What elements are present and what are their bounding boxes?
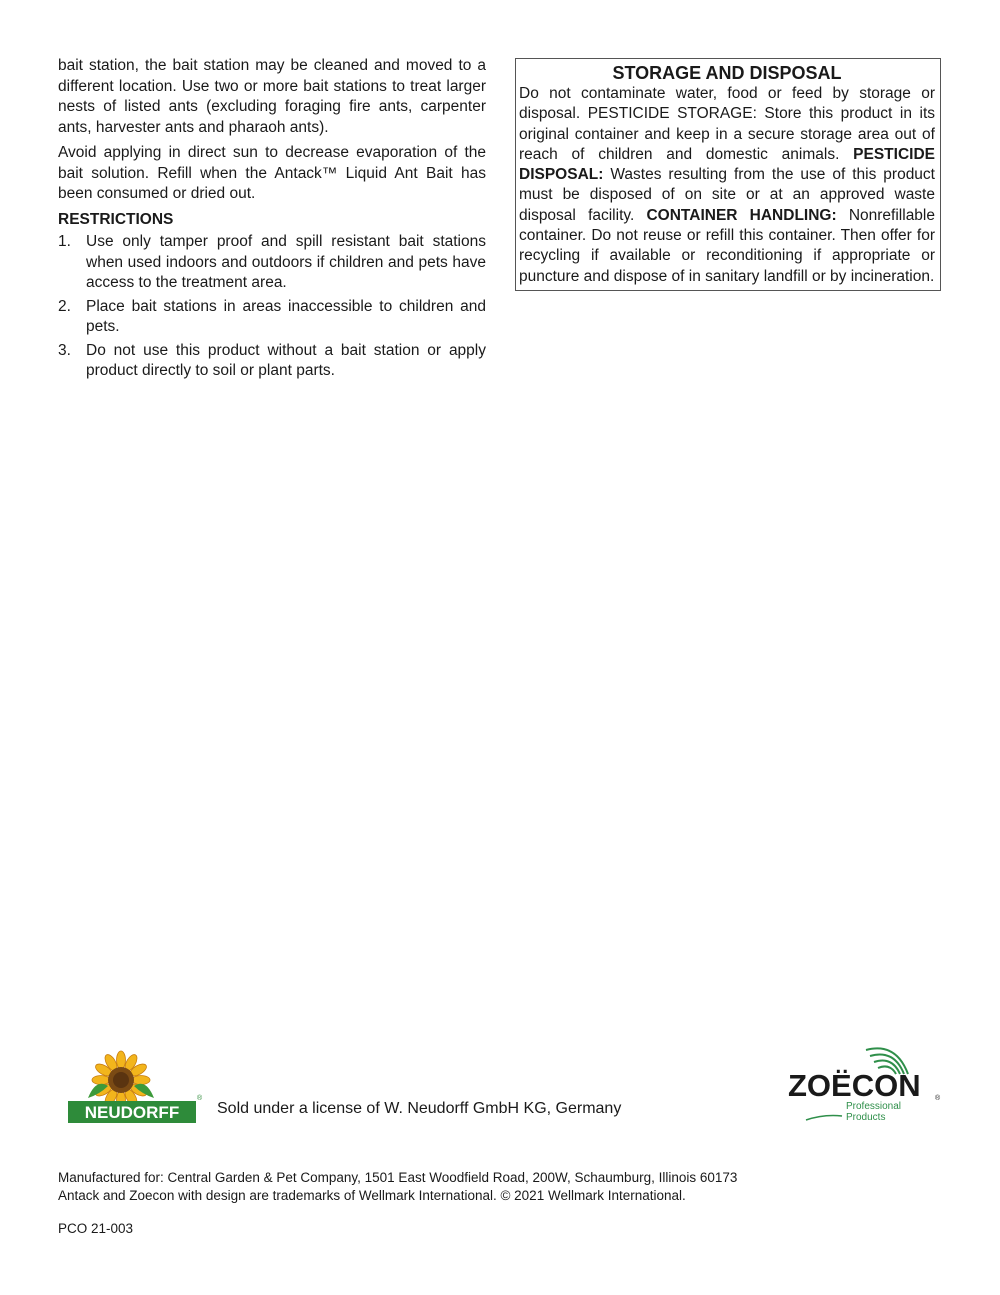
- neudorff-logo: [66, 1048, 203, 1126]
- restrictions-list: [58, 232, 486, 382]
- trademark-line: Antack and Zoecon with design are trademarks of Wellmark International. © 2021 Wellmark International.: [58, 1188, 686, 1203]
- directions-paragraph-1: bait station, the bait station may be cleaned and moved to a different location. Use two or more bait stations to treat larger nests of listed ants (excluding foraging fire ants, carpenter ants, harvester ants and pharaoh ants).: [58, 57, 486, 136]
- container-text: Nonrefillable container. Do not reuse or refill this container. Then offer for recycling if available or reconditioning if appropriate or puncture and dispose of in sanitary landfill or by incineration.: [519, 206, 935, 285]
- directions-paragraph-2: Avoid applying in direct sun to decrease evaporation of the bait solution. Refill when the Antack™ Liquid Ant Bait has been consumed or dried out.: [58, 144, 486, 202]
- product-code: PCO 21-003: [58, 1221, 134, 1236]
- storage-disposal-box: [515, 58, 941, 291]
- zoecon-subtitle-1: Professional: [846, 1101, 902, 1112]
- list-item-text: Use only tamper proof and spill resistant bait stations when used indoors and outdoors if children and pets have access to the treatment area.: [86, 233, 486, 291]
- list-item: [58, 232, 486, 294]
- sunflower-icon: [88, 1051, 154, 1109]
- zoecon-subtitle-2: Products: [846, 1112, 886, 1123]
- list-item-text: Place bait stations in areas inaccessible to children and pets.: [86, 297, 486, 335]
- manufacturer-line: Manufactured for: Central Garden & Pet Company, 1501 East Woodfield Road, 200W, Schaumburg, Illinois 60173: [58, 1170, 738, 1185]
- list-item-number: 2.: [58, 297, 71, 315]
- zoecon-wordmark: ZOËCON: [788, 1068, 921, 1103]
- list-item-number: 1.: [58, 233, 71, 250]
- list-item: [58, 341, 486, 382]
- neudorff-wordmark: NEUDORFF: [84, 1103, 180, 1122]
- storage-title: STORAGE AND DISPOSAL: [612, 63, 842, 83]
- list-item-text: Do not use this product without a bait station or apply product directly to soil or plant parts.: [86, 341, 486, 379]
- list-item-number: 3.: [58, 341, 71, 359]
- restrictions-heading: RESTRICTIONS: [58, 210, 174, 228]
- storage-body: [519, 84, 935, 287]
- disposal-label: PESTICIDE DISPOSAL:: [519, 145, 935, 184]
- directions-column: [58, 56, 486, 385]
- zoecon-registered-mark: ®: [935, 1095, 941, 1102]
- license-statement: Sold under a license of W. Neudorff GmbH KG, Germany: [217, 1100, 622, 1117]
- list-item: [58, 297, 486, 338]
- zoecon-underline: [806, 1116, 842, 1121]
- storage-intro: Do not contaminate water, food or feed by storage or disposal. PESTICIDE STORAGE: Store this product in its original container and keep in a secure storage area out of reach of children and domestic animals.: [519, 85, 935, 163]
- zoecon-logo: [786, 1040, 946, 1128]
- neudorff-registered-mark: ®: [197, 1095, 203, 1102]
- disposal-text: Wastes resulting from the use of this product must be disposed of on site or at an approved waste disposal facility.: [519, 166, 935, 224]
- footer: [58, 1169, 737, 1205]
- container-label: CONTAINER HANDLING:: [646, 206, 837, 224]
